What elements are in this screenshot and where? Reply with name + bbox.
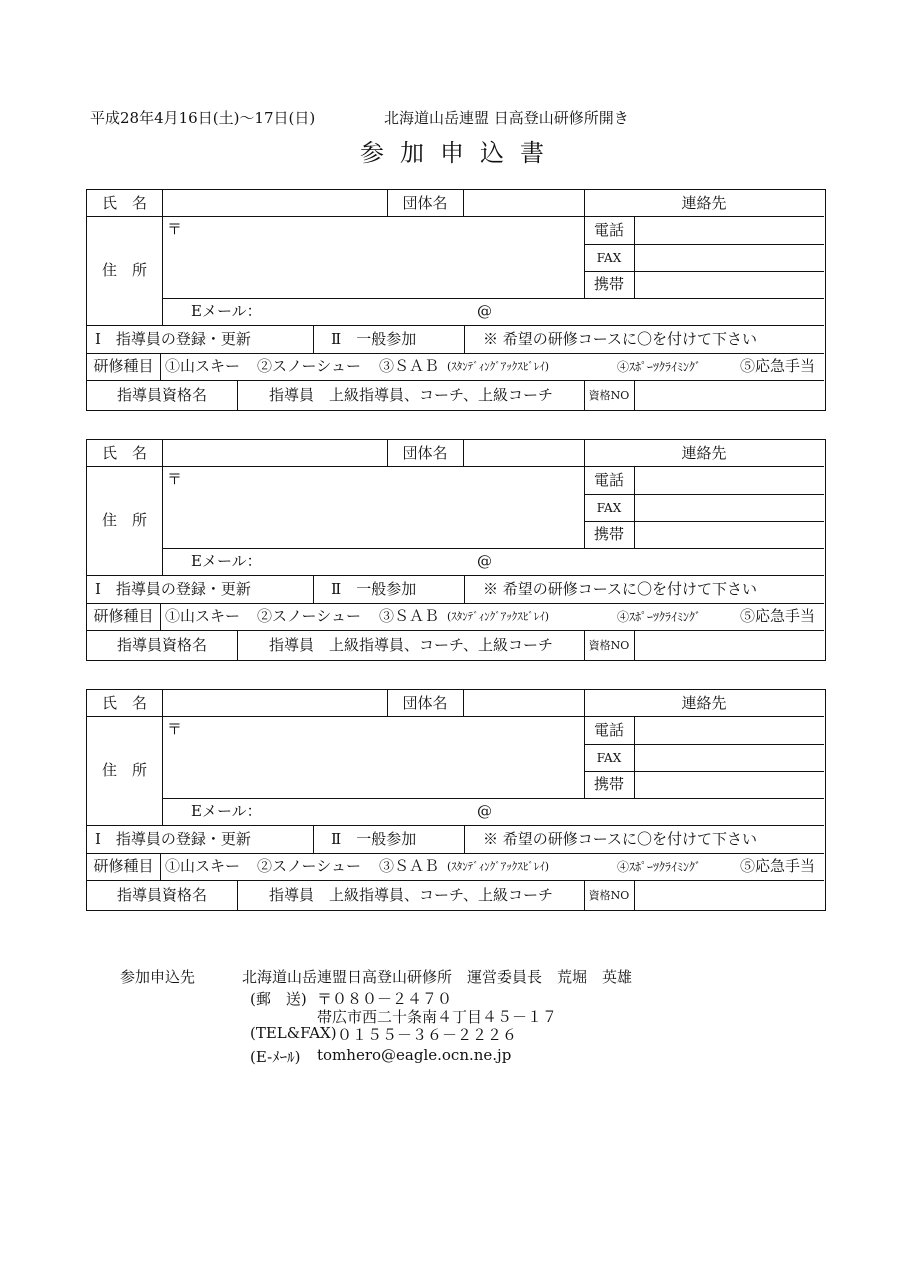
at-mark: @ [477,802,492,820]
footer-tel: ０１５５－３６－２２２６ [337,1026,518,1044]
email-label: Eメール： [191,802,262,820]
course-sab[interactable]: ③ＳＡＢ [379,607,440,625]
fax-field[interactable] [635,745,824,771]
address-label: 住 所 [101,511,147,529]
qualification-no-label: 資格NO [588,888,630,902]
course-climbing[interactable]: ④ｽﾎﾟｰﾂｸﾗｲﾐﾝｸﾞ [617,609,702,624]
course-label: 研修種目 [93,857,154,875]
course-first-aid[interactable]: ⑤応急手当 [740,607,816,625]
application-form [86,689,826,911]
course-sab-note: (ｽﾀﾝﾃﾞｨﾝｸﾞｱｯｸｽﾋﾞﾚｲ) [447,860,550,873]
course-climbing[interactable]: ④ｽﾎﾟｰﾂｸﾗｲﾐﾝｸﾞ [617,359,702,374]
date-line: 平成28年4月16日(土)～17日(日) [90,109,316,127]
name-label: 氏 名 [101,443,147,462]
mobile-label: 携帯 [593,275,624,293]
address-label: 住 所 [101,261,147,279]
postal-mark: 〒 [167,720,183,738]
option-general[interactable]: Ⅱ 一般参加 [331,579,417,598]
phone-field[interactable] [635,217,824,244]
course-snowshoe[interactable]: ②スノーシュー [257,857,361,875]
qualification-label: 指導員資格名 [116,635,207,654]
group-field[interactable] [464,690,584,716]
email-label: Eメール： [191,552,262,570]
fax-label: FAX [596,500,622,515]
address-field[interactable] [163,217,583,297]
option-instructor[interactable]: Ⅰ 指導員の登録・更新 [95,579,251,598]
fax-field[interactable] [635,495,824,521]
fax-label: FAX [596,750,622,765]
footer-org: 北海道山岳連盟日高登山研修所 運営委員長 荒堀 英雄 [242,968,633,986]
email-field[interactable] [267,299,824,325]
name-label: 氏 名 [101,693,147,712]
course-label: 研修種目 [93,607,154,625]
contact-label: 連絡先 [681,693,727,712]
at-mark: @ [477,302,492,320]
qualification-label: 指導員資格名 [116,385,207,404]
course-note: ※ 希望の研修コースに〇を付けて下さい [483,829,758,848]
fax-label: FAX [596,250,622,265]
course-ski[interactable]: ①山スキー [165,357,241,375]
course-note: ※ 希望の研修コースに〇を付けて下さい [483,329,758,348]
contact-label: 連絡先 [681,193,727,212]
qualification-no-label: 資格NO [588,638,630,652]
phone-label: 電話 [593,470,624,489]
postal-mark: 〒 [167,220,183,238]
address-field[interactable] [163,717,583,797]
group-label: 団体名 [402,443,448,462]
option-general[interactable]: Ⅱ 一般参加 [331,829,417,848]
course-note: ※ 希望の研修コースに〇を付けて下さい [483,579,758,598]
email-field[interactable] [267,549,824,575]
address-label: 住 所 [101,761,147,779]
course-ski[interactable]: ①山スキー [165,857,241,875]
application-form [86,189,826,411]
qualification-label: 指導員資格名 [116,885,207,904]
group-field[interactable] [464,440,584,466]
qualification-no-field[interactable] [635,631,824,660]
group-field[interactable] [464,190,584,216]
footer-email-label: (E-ﾒｰﾙ) [250,1048,301,1066]
qualification-options[interactable]: 指導員 上級指導員、コーチ、上級コーチ [269,635,553,654]
fax-field[interactable] [635,245,824,271]
course-sab-note: (ｽﾀﾝﾃﾞｨﾝｸﾞｱｯｸｽﾋﾞﾚｲ) [447,360,550,373]
name-field[interactable] [163,440,387,466]
email-label: Eメール： [191,302,262,320]
course-snowshoe[interactable]: ②スノーシュー [257,357,361,375]
course-sab[interactable]: ③ＳＡＢ [379,857,440,875]
course-ski[interactable]: ①山スキー [165,607,241,625]
at-mark: @ [477,552,492,570]
option-general[interactable]: Ⅱ 一般参加 [331,329,417,348]
course-climbing[interactable]: ④ｽﾎﾟｰﾂｸﾗｲﾐﾝｸﾞ [617,859,702,874]
qualification-no-field[interactable] [635,881,824,910]
qualification-options[interactable]: 指導員 上級指導員、コーチ、上級コーチ [269,885,553,904]
qualification-no-label: 資格NO [588,388,630,402]
mobile-label: 携帯 [593,775,624,793]
mobile-field[interactable] [635,772,824,798]
application-form [86,439,826,661]
option-instructor[interactable]: Ⅰ 指導員の登録・更新 [95,329,251,348]
mobile-field[interactable] [635,272,824,298]
mobile-label: 携帯 [593,525,624,543]
group-label: 団体名 [402,693,448,712]
course-first-aid[interactable]: ⑤応急手当 [740,857,816,875]
contact-label: 連絡先 [681,443,727,462]
option-instructor[interactable]: Ⅰ 指導員の登録・更新 [95,829,251,848]
footer-label: 参加申込先 [120,968,196,986]
qualification-options[interactable]: 指導員 上級指導員、コーチ、上級コーチ [269,385,553,404]
name-field[interactable] [163,190,387,216]
footer-address: 帯広市西二十条南４丁目４５－１７ [317,1008,558,1026]
footer-mail-label: (郵 送) [250,990,307,1008]
form-title: 参加申込書 [360,139,560,167]
qualification-no-field[interactable] [635,381,824,410]
phone-label: 電話 [593,720,624,739]
footer-email: tomhero@eagle.ocn.ne.jp [317,1046,512,1064]
group-label: 団体名 [402,193,448,212]
event-title: 北海道山岳連盟 日高登山研修所開き [384,109,629,127]
phone-label: 電話 [593,220,624,239]
course-sab[interactable]: ③ＳＡＢ [379,357,440,375]
address-field[interactable] [163,467,583,547]
course-first-aid[interactable]: ⑤応急手当 [740,357,816,375]
phone-field[interactable] [635,467,824,494]
mobile-field[interactable] [635,522,824,548]
footer-postal: 〒０８０－２４７０ [317,990,453,1008]
postal-mark: 〒 [167,470,183,488]
name-label: 氏 名 [101,193,147,212]
course-label: 研修種目 [93,357,154,375]
course-snowshoe[interactable]: ②スノーシュー [257,607,361,625]
name-field[interactable] [163,690,387,716]
course-sab-note: (ｽﾀﾝﾃﾞｨﾝｸﾞｱｯｸｽﾋﾞﾚｲ) [447,610,550,623]
footer-tel-label: (TEL&FAX) [250,1024,337,1042]
email-field[interactable] [267,799,824,825]
phone-field[interactable] [635,717,824,744]
